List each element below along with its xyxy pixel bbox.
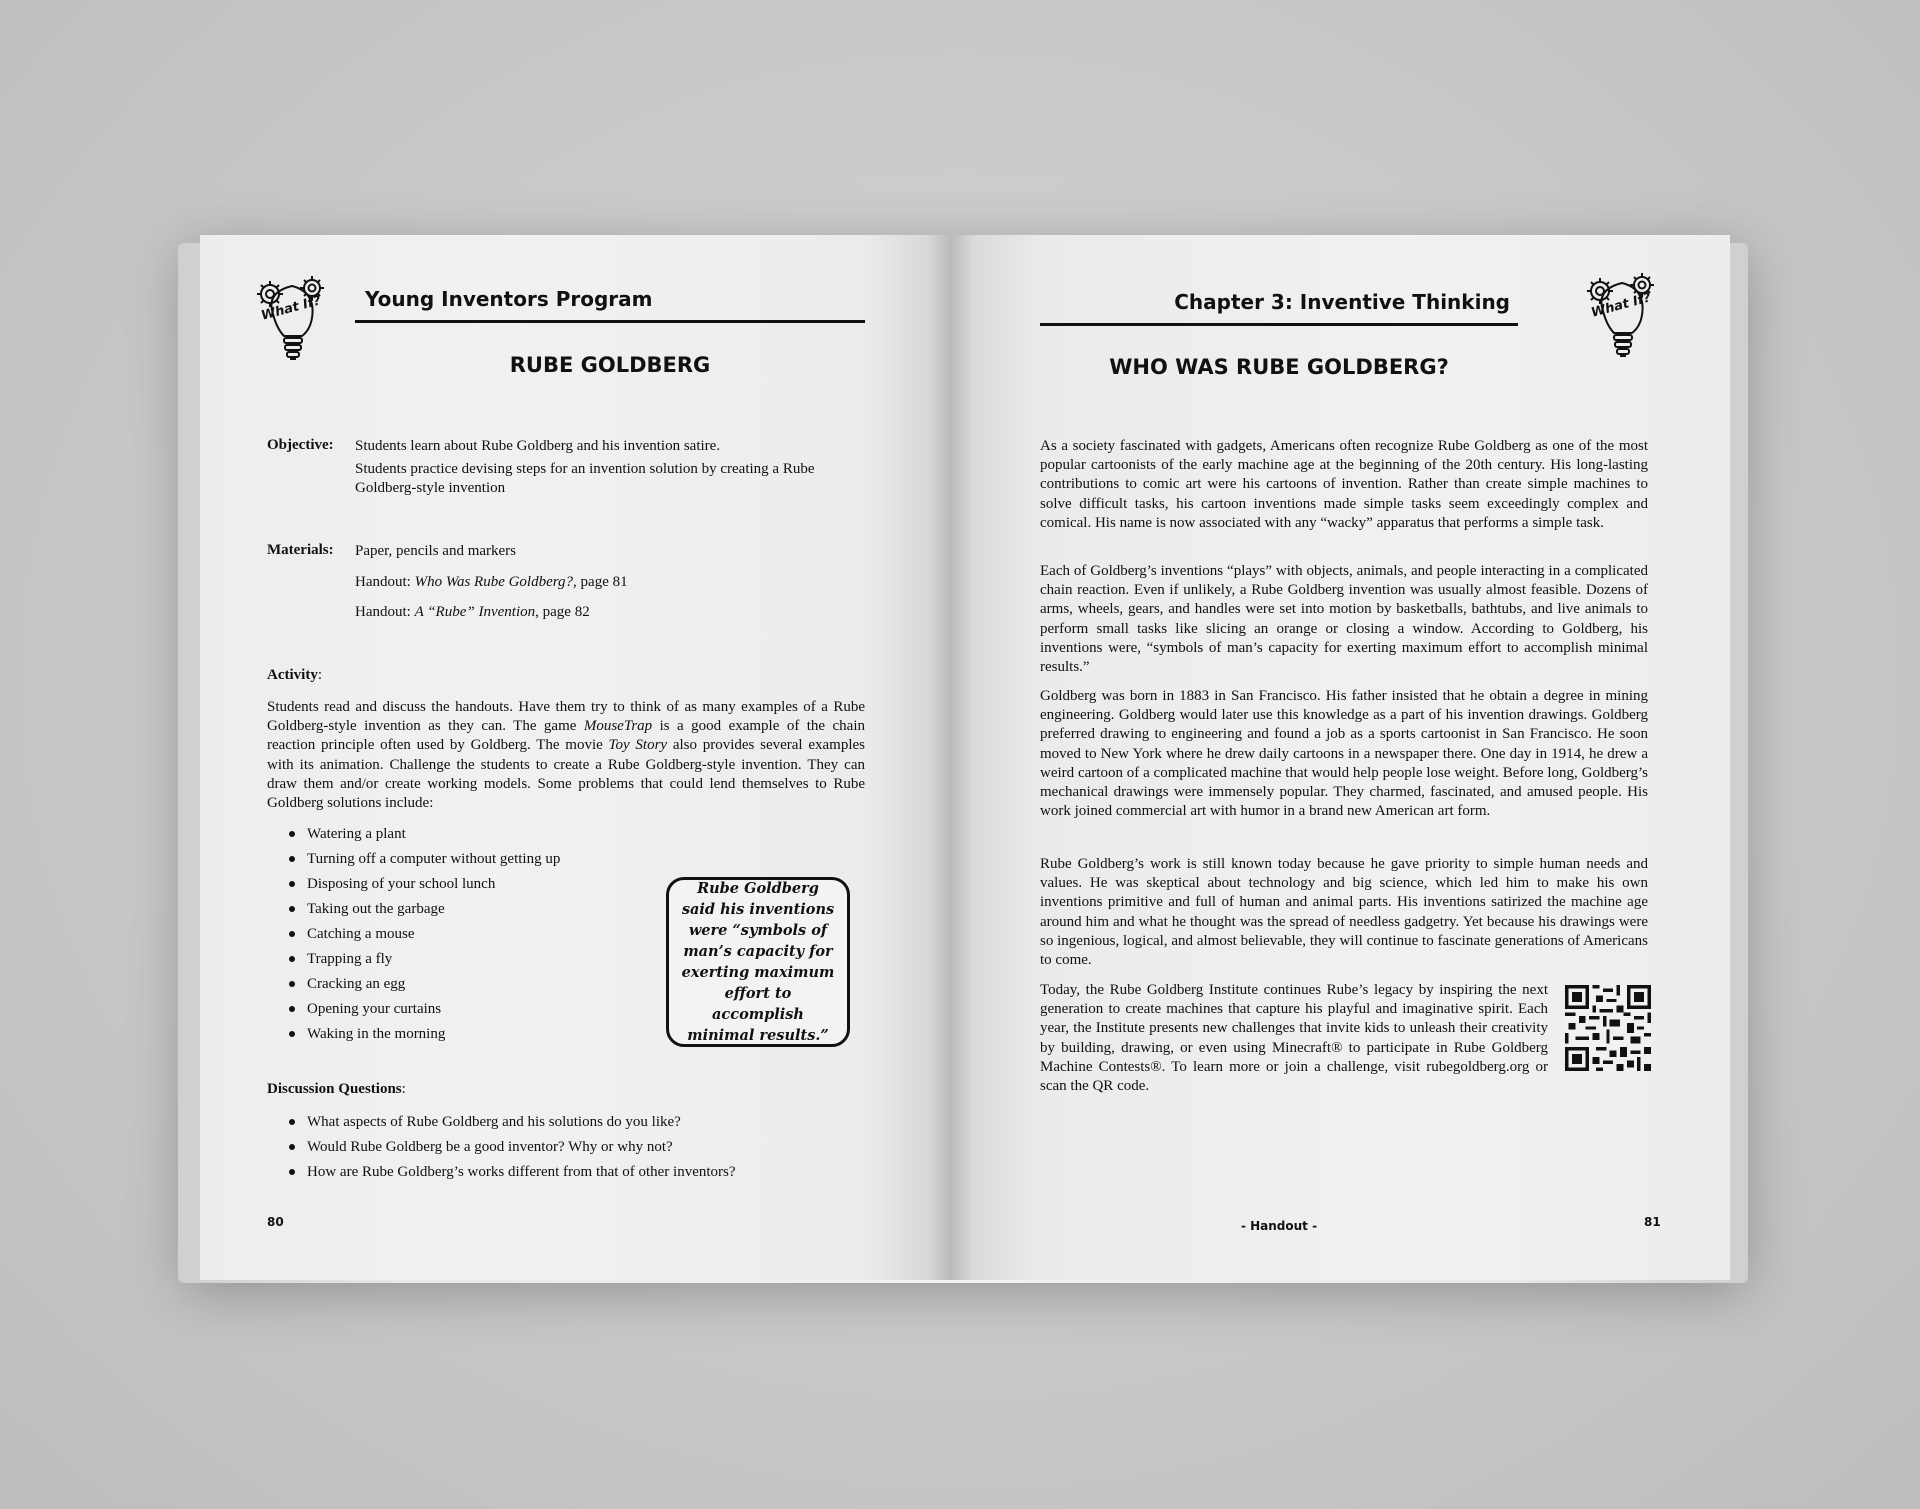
left-header-title: Young Inventors Program (365, 287, 653, 311)
right-paragraph-5: Today, the Rube Goldberg Institute continues Rube’s legacy by inspiring the next generation to create machines that capture his playful and imaginative spirit. Each year, the Institute presents new challenges that invite kids to unleash their creativity by building, drawing, or even using Minecraft® to participate in Rube Goldberg Machine Contests®. To learn more or join a challenge, visit rubegoldberg.org or scan the QR code. (1040, 982, 1548, 1095)
materials-item-1: Paper, pencils and markers (355, 543, 517, 559)
left-page-number: 80 (267, 1215, 284, 1229)
right-paragraph-3: Goldberg was born in 1883 in San Francisco. His father insisted that he obtain a degree in mining engineering. Goldberg would later use this knowledge as a part of his invention drawings. Goldberg preferred drawing to engineering and found a job as a sports cartoonist in San Francisco. He soon moved to New York where he drew daily cartoons in a newspaper there. One day in 1914, he drew a weird cartoon of a complicated machine that would help people lose weight. Before long, Goldberg’s mechanical drawings were immensely popular. They charmed, fascinated, and amused people. His work joined commercial art with humor in a brand new American art form. (1040, 688, 1648, 820)
objective-line-1: Students learn about Rube Goldberg and his invention satire. (355, 438, 721, 454)
left-page-heading: RUBE GOLDBERG (509, 353, 711, 377)
list-item: Catching a mouse (285, 925, 645, 950)
list-item: Turning off a computer without getting up (285, 850, 645, 875)
list-item: How are Rube Goldberg’s works different from that of other inventors? (285, 1163, 865, 1188)
objective-label: Objective: (267, 437, 334, 453)
discussion-label: Discussion Questions: (267, 1081, 406, 1097)
list-item: Waking in the morning (285, 1025, 645, 1050)
materials-handout-1: Handout: Who Was Rube Goldberg?, page 81 (355, 574, 628, 590)
lightbulb-gears-logo-icon (1584, 269, 1660, 369)
list-item: Would Rube Goldberg be a good inventor? Why or why not? (285, 1138, 865, 1163)
svg-text:What If?: What If? (1589, 290, 1653, 321)
lightbulb-gears-logo-icon (254, 272, 330, 372)
svg-text:What If?: What If? (259, 293, 323, 324)
list-item: Cracking an egg (285, 975, 645, 1000)
list-item: Taking out the garbage (285, 900, 645, 925)
list-item: What aspects of Rube Goldberg and his solutions do you like? (285, 1113, 865, 1138)
right-header-rule (1040, 323, 1518, 326)
materials-handout-2: Handout: A “Rube” Invention, page 82 (355, 604, 590, 620)
qr-code-icon (1565, 985, 1651, 1071)
left-page (200, 235, 950, 1280)
list-item: Trapping a fly (285, 950, 645, 975)
activity-label: Activity: (267, 667, 322, 683)
activity-paragraph: Students read and discuss the handouts. Have them try to think of as many examples of a Rube Goldberg-style invention as they can. The game MouseTrap is a good example of the chain reaction principle often used by Goldberg. The movie Toy Story also provides several examples with its animation. Challenge the students to create a Rube Goldberg-style invention. They can draw them and/or create working models. Some problems that could lend themselves to Rube Goldberg solutions include: (267, 699, 865, 812)
list-item: Watering a plant (285, 825, 645, 850)
discussion-list (285, 1113, 865, 1188)
right-paragraph-4: Rube Goldberg’s work is still known today because he gave priority to simple human needs and values. He was skeptical about technology and big science, which led him to make his own inventions primitive and full of human and animal parts. His inventions satirized the machine age around him and what he thought was the spread of needless gadgetry. Yet because his drawings were so ingenious, logical, and almost believable, they will continue to fascinate generations of Americans to come. (1040, 856, 1648, 969)
right-page-number: 81 (1644, 1215, 1661, 1229)
right-paragraph-2: Each of Goldberg’s inventions “plays” with objects, animals, and people interacting in a complicated chain reaction. Even if unlikely, a Rube Goldberg invention was usually almost feasible. Dozens of arms, wheels, gears, and handles were set into motion by basketballs, bathtubs, and live animals to perform small tasks like slicing an orange or closing a window. According to Goldberg, his inventions were, “symbols of man’s capacity for exerting maximum effort to accomplish minimal results.” (1040, 563, 1648, 676)
right-page-heading: WHO WAS RUBE GOLDBERG? (1109, 355, 1449, 379)
materials-label: Materials: (267, 542, 334, 558)
list-item: Opening your curtains (285, 1000, 645, 1025)
quote-callout (666, 877, 850, 1047)
right-header-title: Chapter 3: Inventive Thinking (1174, 290, 1510, 314)
handout-footer-label: - Handout - (1240, 1219, 1318, 1233)
objective-line-2: Students practice devising steps for an invention solution by creating a Rube Goldberg-style invention (355, 461, 815, 496)
list-item: Disposing of your school lunch (285, 875, 645, 900)
left-header-rule (355, 320, 865, 323)
quote-text: Rube Goldberg said his inventions were “symbols of man’s capacity for exerting maximum effort to accomplish minimal results.” (681, 880, 835, 1044)
right-page (950, 235, 1730, 1280)
problems-list (285, 825, 645, 1050)
right-paragraph-1: As a society fascinated with gadgets, Americans often recognize Rube Goldberg as one of the most popular cartoonists of the early machine age at the beginning of the 20th century. His long-lasting contributions to comic art were his cartoons of invention. Rather than create simple machines to solve difficult tasks, his cartoon inventions made simple tasks seem exceedingly complex and comical. His name is now associated with any “wacky” apparatus that performs a simple task. (1040, 438, 1648, 531)
